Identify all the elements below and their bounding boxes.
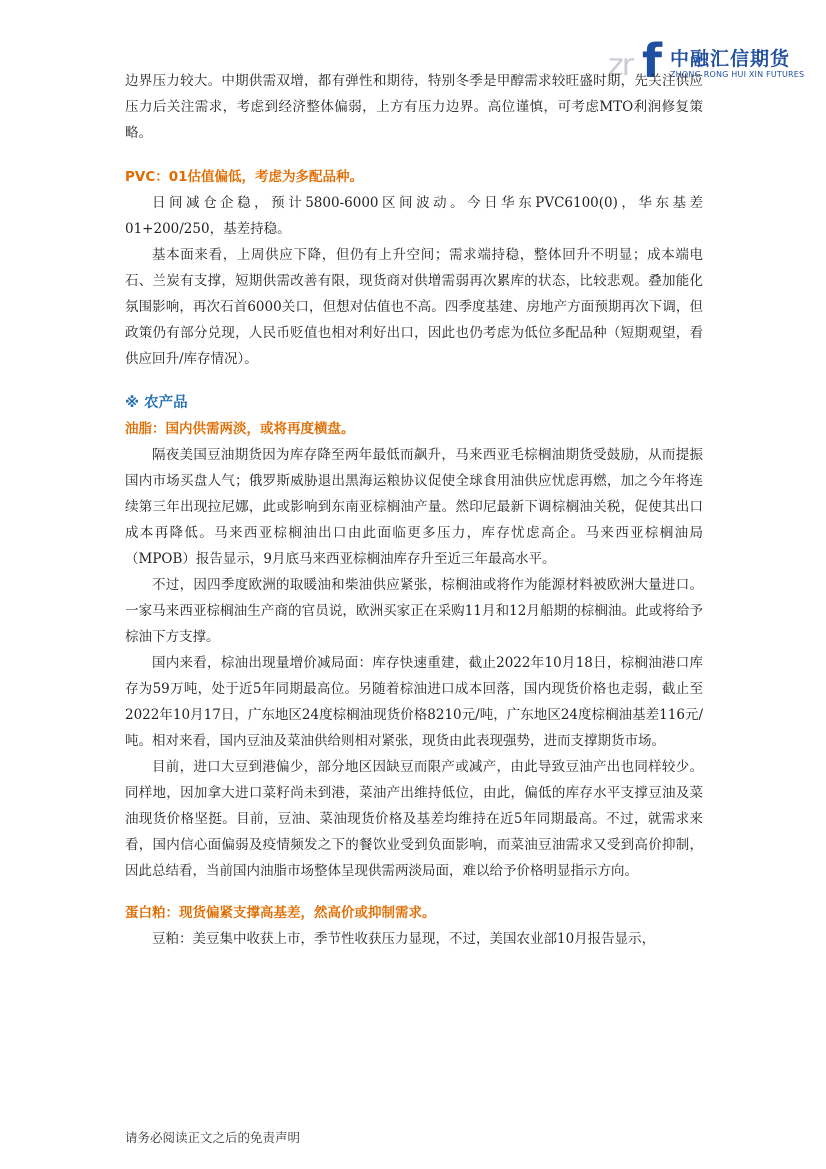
oils-paragraph-2: 不过，因四季度欧洲的取暖油和柴油供应紧张，棕榈油或将作为能源材料被欧洲大量进口。一家马来西亚棕榈油生产商的官员说，欧洲买家正在采购11月和12月船期的棕榈油。此或将给予棕油下方支撑。 bbox=[125, 577, 703, 645]
oils-heading: 油脂：国内供需两淡，或将再度横盘。 bbox=[125, 421, 355, 437]
pvc-paragraph-2: 基本面来看，上周供应下降，但仍有上升空间；需求端持稳，整体回升不明显；成本端电石、兰炭有支撑，短期供需改善有限，现货商对供增需弱再次累库的状态，比较悲观。叠加能化氛围影响，再次石首6000关口，但想对估值也不高。四季度基建、房地产方面预期再次下调，但政策仍有部分兑现，人民币贬值也相对利好出口，因此也仍考虑为低位多配品种（短期观望，看供应回升/库存情况）。 bbox=[125, 247, 703, 367]
intro-paragraph: 边界压力较大。中期供需双增，都有弹性和期待，特别冬季是甲醇需求较旺盛时期，先关注供应压力后关注需求，考虑到经济整体偏弱，上方有压力边界。高位谨慎，可考虑MTO利润修复策略。 bbox=[125, 73, 703, 141]
section-title-agriculture: ※ 农产品 bbox=[125, 395, 188, 411]
meal-paragraph-1: 豆粕：美豆集中收获上市，季节性收获压力显现，不过，美国农业部10月报告显示， bbox=[152, 931, 656, 947]
oils-paragraph-4: 目前，进口大豆到港偏少，部分地区因缺豆而限产或减产，由此导致豆油产出也同样较少。同样地，因加拿大进口菜籽尚未到港，菜油产出维持低位，由此，偏低的库存水平支撑豆油及菜油现货价格坚挺。目前，豆油、菜油现货价格及基差均维持在近5年同期最高。不过，就需求来看，国内信心面偏弱及疫情频发之下的餐饮业受到负面影响，而菜油豆油需求又受到高价抑制，因此总结看，当前国内油脂市场整体呈现供需两淡局面，难以给予价格明显指示方向。 bbox=[125, 759, 703, 879]
pvc-heading: PVC：01估值偏低，考虑为多配品种。 bbox=[125, 169, 364, 185]
logo-mark: zr bbox=[608, 48, 633, 83]
document-body bbox=[125, 68, 703, 952]
logo-english-name: ZHONG RONG HUI XIN FUTURES bbox=[670, 70, 805, 79]
pvc-paragraph-1: 日间减仓企稳，预计5800-6000区间波动。今日华东PVC6100(0)，华东基差01+200/250，基差持稳。 bbox=[125, 195, 703, 237]
oils-paragraph-3: 国内来看，棕油出现量增价减局面：库存快速重建，截止2022年10月18日，棕榈油港口库存为59万吨，处于近5年同期最高位。另随着棕油进口成本回落，国内现货价格也走弱，截止至2022年10月17日，广东地区24度棕榈油现货价格8210元/吨，广东地区24度棕榈油基差116元/吨。相对来看，国内豆油及菜油供给则相对紧张，现货由此表现强势，进而支撑期货市场。 bbox=[125, 655, 703, 749]
logo-chinese-name: 中融汇信期货 bbox=[670, 48, 791, 70]
meal-heading: 蛋白粕：现货偏紧支撑高基差，然高价或抑制需求。 bbox=[125, 905, 436, 921]
logo-f-icon: f bbox=[642, 34, 663, 88]
oils-paragraph-1: 隔夜美国豆油期货因为库存降至两年最低而飙升，马来西亚毛棕榈油期货受鼓励，从而提振国内市场买盘人气；俄罗斯威胁退出黑海运粮协议促使全球食用油供应忧虑再燃，加之今年将连续第三年出现拉尼娜，此或影响到东南亚棕榈油产量。然印尼最新下调棕榈油关税，促使其出口成本再降低。马来西亚棕榈油出口由此面临更多压力，库存忧虑高企。马来西亚棕榈油局（MPOB）报告显示，9月底马来西亚棕榈油库存升至近三年最高水平。 bbox=[125, 447, 703, 567]
footer-disclaimer: 请务必阅读正文之后的免责声明 bbox=[125, 1130, 301, 1145]
